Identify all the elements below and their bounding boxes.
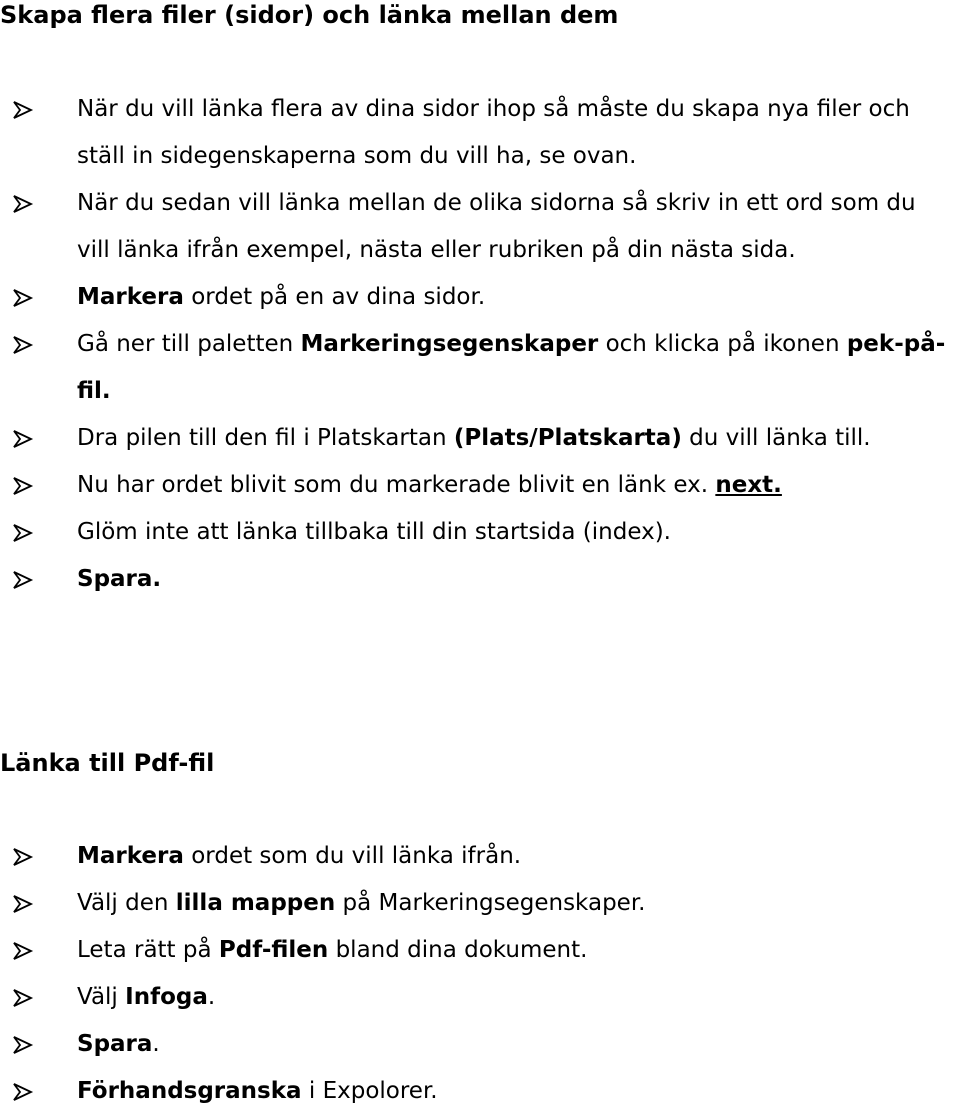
item-bold-text: Markeringsegenskaper — [300, 331, 599, 357]
arrowhead-bullet-icon — [11, 941, 35, 961]
item-bold-text: Spara. — [77, 566, 162, 592]
list-item — [0, 462, 960, 509]
arrowhead-bullet-icon — [11, 523, 35, 543]
item-bold-text: Markera — [77, 284, 184, 310]
item-text: . — [152, 1031, 160, 1057]
list-item — [0, 1068, 960, 1115]
list-item — [0, 927, 960, 974]
list-item — [0, 833, 960, 880]
arrowhead-bullet-icon — [11, 476, 35, 496]
item-text: på Markeringsegenskaper. — [335, 890, 646, 916]
list-item — [0, 274, 960, 321]
instruction-list — [0, 833, 960, 1115]
list-item — [0, 86, 960, 180]
list-item — [0, 321, 960, 415]
item-bold-text: Infoga — [125, 984, 208, 1010]
item-text: Välj — [77, 984, 126, 1010]
item-bold-text: Markera — [77, 843, 184, 869]
list-item — [0, 509, 960, 556]
arrowhead-bullet-icon — [11, 335, 35, 355]
example-link[interactable]: next. — [715, 472, 782, 498]
item-text: i Expolorer. — [301, 1078, 438, 1104]
arrowhead-bullet-icon — [11, 288, 35, 308]
item-text: Glöm inte att länka tillbaka till din startsida (index). — [77, 519, 671, 545]
item-text: ordet som du vill länka ifrån. — [183, 843, 522, 869]
arrowhead-bullet-icon — [11, 1082, 35, 1102]
item-text: Välj den — [77, 890, 176, 916]
item-text: du vill länka till. — [681, 425, 871, 451]
section-heading: Länka till Pdf-fil — [0, 749, 215, 777]
arrowhead-bullet-icon — [11, 100, 35, 120]
section-heading: Skapa flera filer (sidor) och länka mellan dem — [0, 1, 619, 29]
arrowhead-bullet-icon — [11, 1035, 35, 1055]
arrowhead-bullet-icon — [11, 894, 35, 914]
item-bold-text: (Plats/Platskarta) — [453, 425, 682, 451]
list-item — [0, 974, 960, 1021]
list-item — [0, 415, 960, 462]
item-text: Dra pilen till den fil i Platskartan — [77, 425, 454, 451]
item-text: . — [207, 984, 216, 1010]
list-item — [0, 180, 960, 274]
item-text: Leta rätt på — [77, 937, 219, 963]
item-text: När du vill länka flera av dina sidor ihop så måste du skapa nya filer och ställ in sidegenskaperna som du vill ha, se ovan. — [77, 96, 910, 169]
item-text: Nu har ordet blivit som du markerade blivit en länk ex. — [77, 472, 716, 498]
list-item — [0, 556, 960, 603]
list-item — [0, 880, 960, 927]
arrowhead-bullet-icon — [11, 847, 35, 867]
item-bold-text: Förhandsgranska — [77, 1078, 302, 1104]
item-bold-text: lilla mappen — [175, 890, 336, 916]
arrowhead-bullet-icon — [11, 194, 35, 214]
item-bold-text: Spara — [77, 1031, 153, 1057]
arrowhead-bullet-icon — [11, 988, 35, 1008]
item-text: Gå ner till paletten — [77, 331, 301, 357]
item-text: ordet på en av dina sidor. — [183, 284, 486, 310]
item-text: och klicka på ikonen — [598, 331, 847, 357]
item-text: När du sedan vill länka mellan de olika sidorna så skriv in ett ord som du vill länka ifrån exempel, nästa eller rubriken på din nästa sida. — [77, 190, 916, 263]
list-item — [0, 1021, 960, 1068]
arrowhead-bullet-icon — [11, 570, 35, 590]
arrowhead-bullet-icon — [11, 429, 35, 449]
item-bold-text: Pdf-filen — [218, 937, 329, 963]
instruction-list — [0, 86, 960, 603]
item-text: bland dina dokument. — [328, 937, 588, 963]
item-bold-text: pek-på-fil. — [77, 331, 946, 404]
